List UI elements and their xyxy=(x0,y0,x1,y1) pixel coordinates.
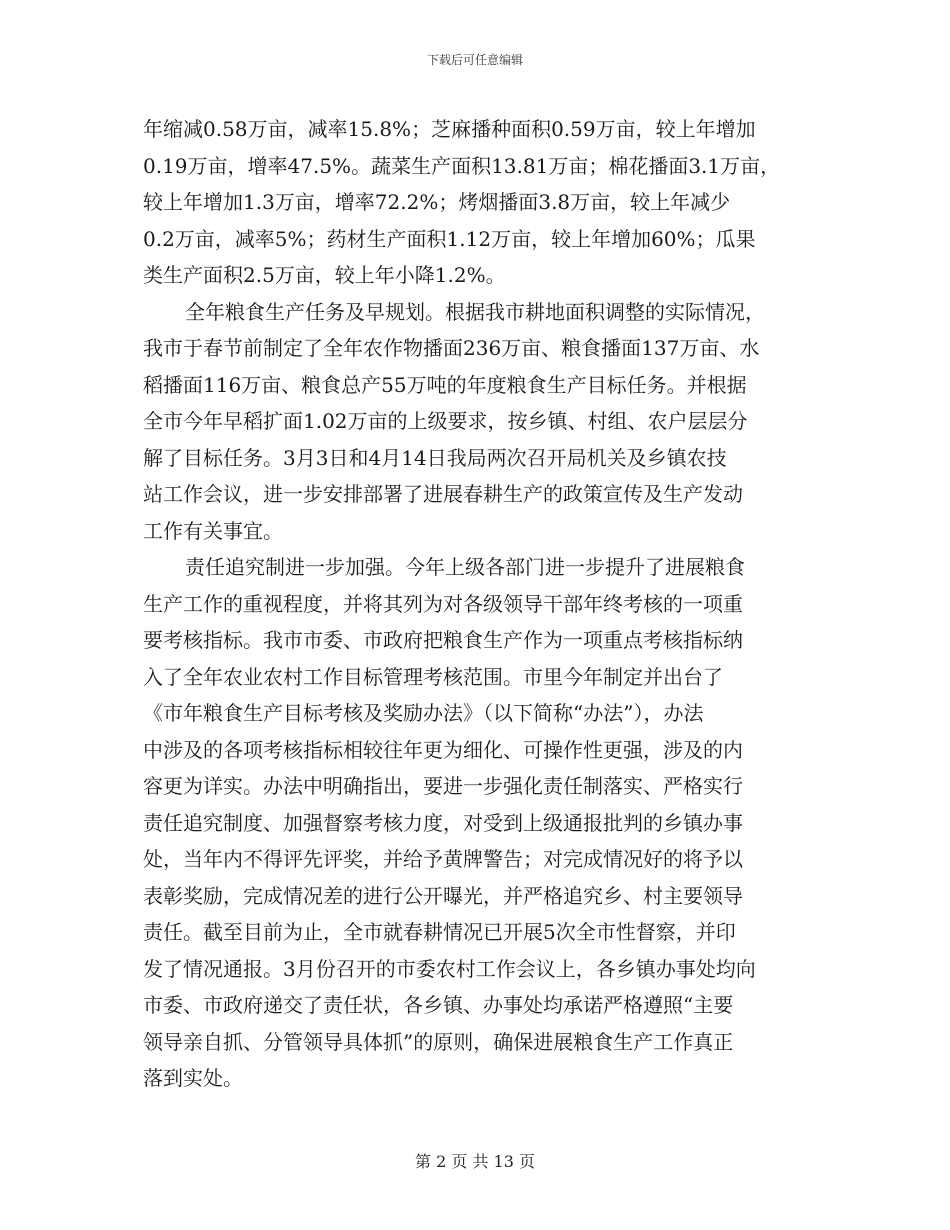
text-line: 责任追究制进一步加强。今年上级各部门进一步提升了进展粮食 xyxy=(185,555,745,579)
text-line: 类生产面积2.5万亩，较上年小降1.2%。 xyxy=(143,263,506,287)
text-line: 《市年粮食生产目标考核及奖励办法》（以下简称“办法”），办法 xyxy=(143,701,704,725)
paragraph-accountability xyxy=(143,549,807,1097)
page-header: 下载后可任意编辑 xyxy=(426,53,523,67)
text-line: 生产工作的重视程度，并将其列为对各级领导干部年终考核的一项重 xyxy=(143,591,743,616)
text-line: 0.2万亩，减率5%；药材生产面积1.12万亩，较上年增加60%；瓜果 xyxy=(143,226,756,251)
paragraph-continuation xyxy=(143,111,807,294)
text-line: 处，当年内不得评先评奖，并给予黄牌警告；对完成情况好的将予以 xyxy=(143,847,743,871)
text-line: 较上年增加1.3万亩，增率72.2%；烤烟播面3.8万亩，较上年减少 xyxy=(143,190,731,214)
text-line: 责任追究制度、加强督察考核力度，对受到上级通报批判的乡镇办事 xyxy=(143,810,743,835)
text-line: 全年粮食生产任务及早规划。根据我市耕地面积调整的实际情况， xyxy=(185,299,765,324)
text-line: 容更为详实。办法中明确指出，要进一步强化责任制落实、严格实行 xyxy=(143,774,743,798)
text-line: 表彰奖励，完成情况差的进行公开曝光，并严格追究乡、村主要领导 xyxy=(143,883,743,908)
text-line: 站工作会议，进一步安排部署了进展春耕生产的政策宣传及生产发动 xyxy=(143,482,743,506)
text-line: 我市于春节前制定了全年农作物播面236万亩、粮食播面137万亩、水 xyxy=(143,336,760,360)
text-line: 落到实处。 xyxy=(143,1066,243,1090)
text-line: 0.19万亩，增率47.5%。蔬菜生产面积13.81万亩；棉花播面3.1万亩， xyxy=(143,153,781,178)
page-number-footer: 第 2 页 共 13 页 xyxy=(415,1152,535,1171)
text-line: 市委、市政府递交了责任状，各乡镇、办事处均承诺严格遵照“主要 xyxy=(143,993,734,1017)
text-line: 工作有关事宜。 xyxy=(143,518,283,543)
text-line: 入了全年农业农村工作目标管理考核范围。市里今年制定并出台了 xyxy=(143,664,723,689)
text-line: 稻播面116万亩、粮食总产55万吨的年度粮食生产目标任务。并根据 xyxy=(143,372,747,397)
text-line: 发了情况通报。3月份召开的市委农村工作会议上，各乡镇办事处均向 xyxy=(143,956,756,981)
text-line: 领导亲自抓、分管领导具体抓”的原则，确保进展粮食生产工作真正 xyxy=(143,1029,734,1054)
text-line: 要考核指标。我市市委、市政府把粮食生产作为一项重点考核指标纳 xyxy=(143,628,743,652)
text-line: 责任。截至目前为止，全市就春耕情况已开展5次全市性督察，并印 xyxy=(143,920,736,944)
text-line: 全市今年早稻扩面1.02万亩的上级要求，按乡镇、村组、农户层层分 xyxy=(143,409,748,433)
text-line: 解了目标任务。3月3日和4月14日我局两次召开局机关及乡镇农技 xyxy=(143,445,727,470)
text-line: 中涉及的各项考核指标相较往年更为细化、可操作性更强，涉及的内 xyxy=(143,737,743,762)
paragraph-grain-planning xyxy=(143,294,807,550)
document-body xyxy=(143,111,807,1097)
text-line: 年缩减0.58万亩，减率15.8%；芝麻播种面积0.59万亩，较上年增加 xyxy=(143,117,756,141)
